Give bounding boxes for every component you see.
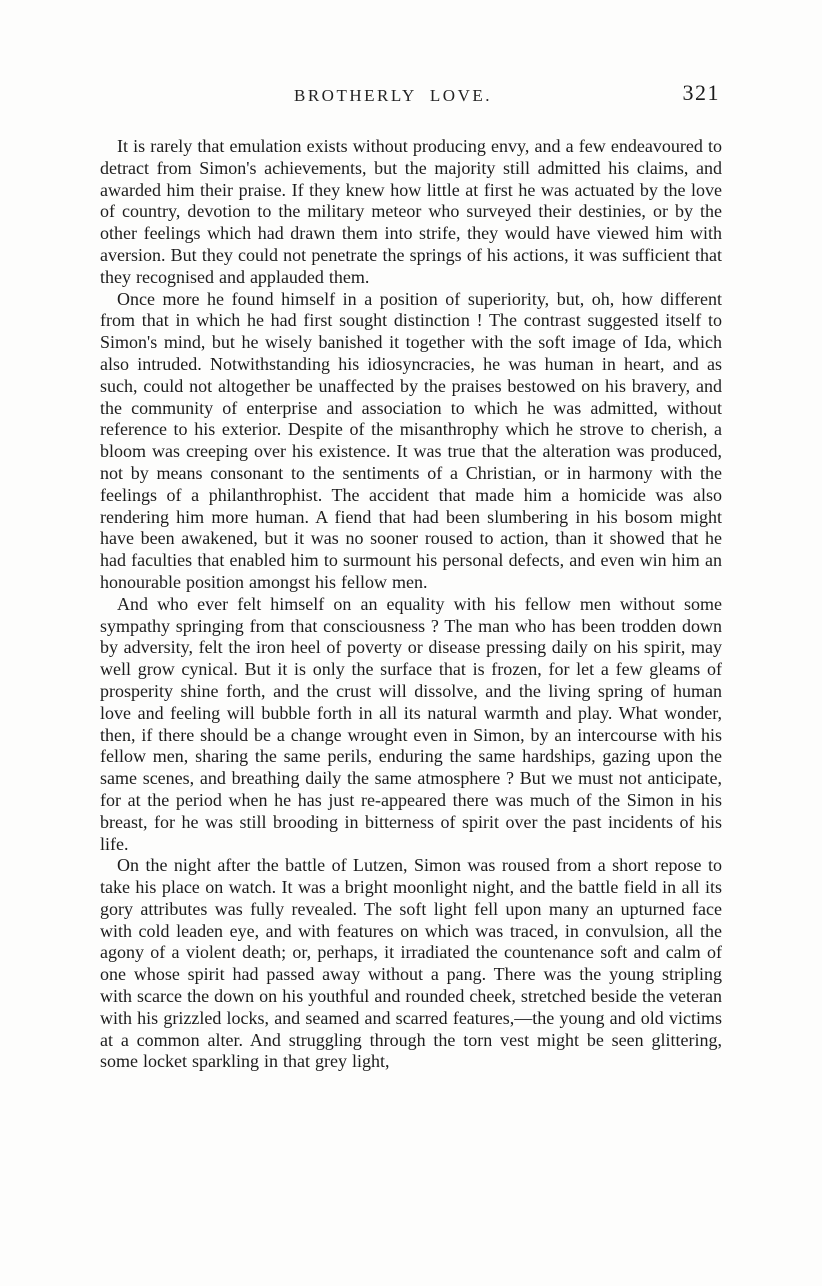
page-header (100, 80, 722, 114)
paragraph-2: Once more he found himself in a position of superiority, but, oh, how different from that in which he had first sought distinction ! The contrast suggested itself to Simon's mind, but he wisely banished it together with the soft image of Ida, which also intruded. Notwithstanding his idiosyncracies, he was human in heart, and as such, could not altogether be unaffected by the praises bestowed on his bravery, and the community of enterprise and association to which he was admitted, without reference to his exterior. Despite of the misanthrophy which he strove to cherish, a bloom was creeping over his existence. It was true that the alteration was produced, not by means consonant to the sentiments of a Christian, or in harmony with the feelings of a philanthrophist. The accident that made him a homicide was also rendering him more human. A fiend that had been slumbering in his bosom might have been awakened, but it was no sooner roused to action, than it showed that he had faculties that enabled him to surmount his personal defects, and even win him an honourable position amongst his fellow men. (100, 288, 722, 592)
paragraph-1: It is rarely that emulation exists without producing envy, and a few endeavoured to detract from Simon's achievements, but the majority still admitted his claims, and awarded him their praise. If they knew how little at first he was actuated by the love of country, devotion to the military meteor who surveyed their destinies, or by the other feelings which had drawn them into strife, they would have viewed him with aversion. But they could not penetrate the springs of his actions, it was sufficient that they recognised and applauded them. (100, 136, 722, 287)
running-title: BROTHERLY LOVE. (294, 86, 492, 105)
page-number: 321 (682, 80, 720, 105)
page-body (100, 136, 722, 1073)
paragraph-4: On the night after the battle of Lutzen, Simon was roused from a short repose to take his place on watch. It was a bright moonlight night, and the battle field in all its gory attributes was fully revealed. The soft light fell upon many an upturned face with cold leaden eye, and with features on which was traced, in convulsion, all the agony of a violent death; or, perhaps, it irradiated the countenance soft and calm of one whose spirit had passed away without a pang. There was the young stripling with scarce the down on his youthful and rounded cheek, stretched beside the veteran with his grizzled locks, and seamed and scarred features,—the young and old victims at a common alter. And struggling through the torn vest might be seen glittering, some locket sparkling in that grey light, (100, 855, 722, 1072)
paragraph-3: And who ever felt himself on an equality with his fellow men without some sympathy springing from that consciousness ? The man who has been trodden down by adversity, felt the iron heel of poverty or disease pressing daily on his spirit, may well grow cynical. But it is only the surface that is frozen, for let a few gleams of prosperity shine forth, and the crust will dissolve, and the living spring of human love and feeling will bubble forth in all its natural warmth and play. What wonder, then, if there should be a change wrought even in Simon, by an intercourse with his fellow men, sharing the same perils, enduring the same hardships, gazing upon the same scenes, and breathing daily the same atmosphere ? But we must not anticipate, for at the period when he has just re-appeared there was much of the Simon in his breast, for he was still brooding in bitterness of spirit over the past incidents of his life. (100, 593, 722, 854)
